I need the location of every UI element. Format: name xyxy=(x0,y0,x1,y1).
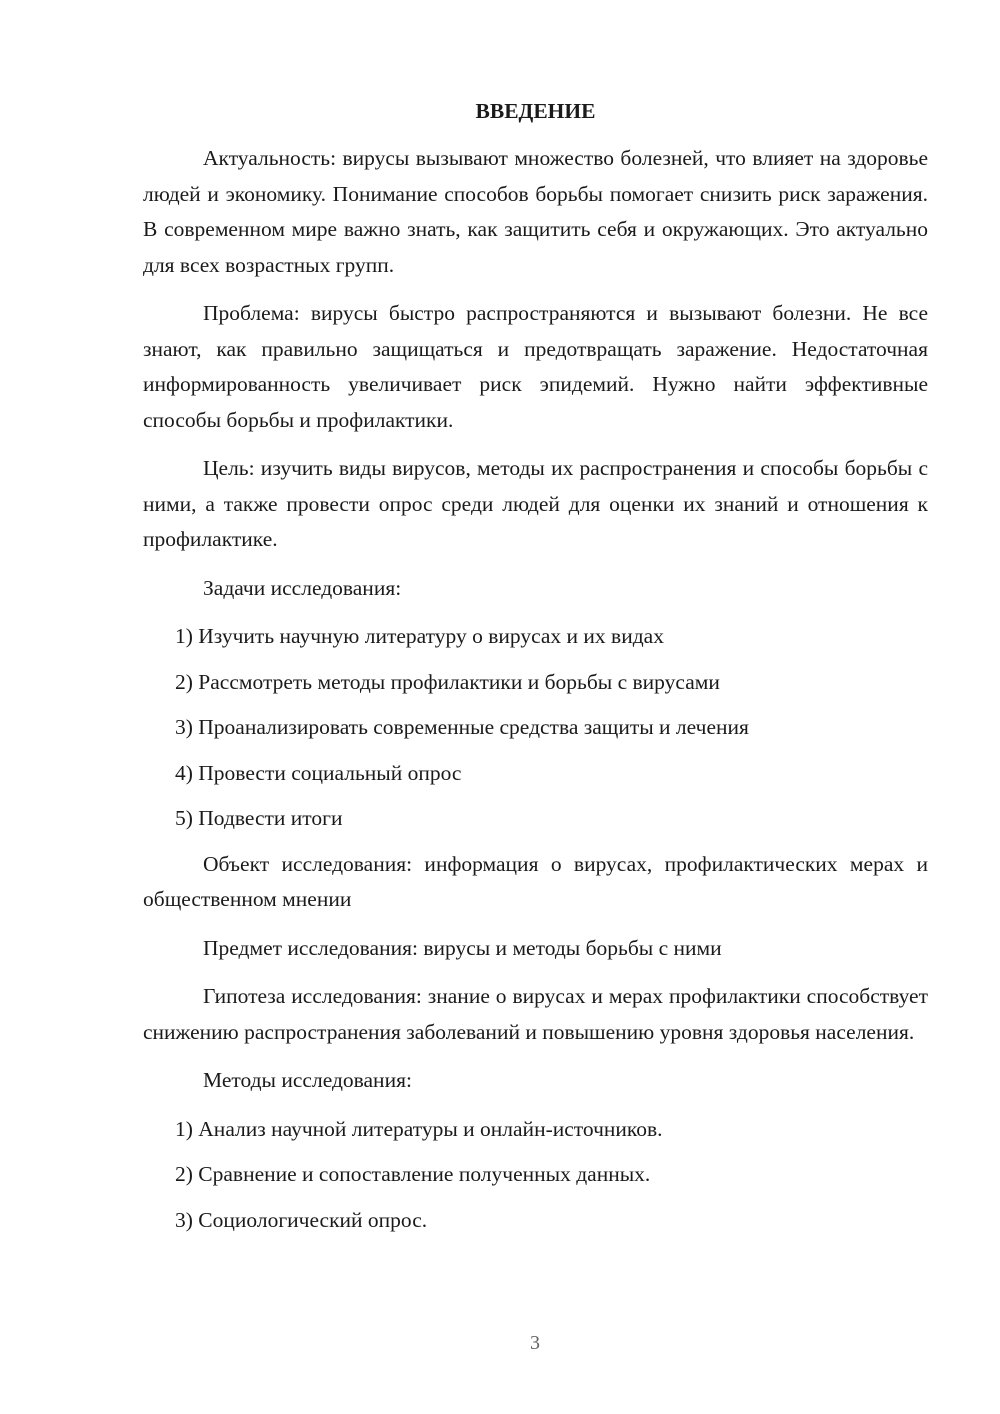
list-item: 3) Проанализировать современные средства защиты и лечения xyxy=(175,715,749,739)
paragraph-hypothesis: Гипотеза исследования: знание о вирусах и мерах профилактики способствует снижению распространения заболеваний и повышению уровня здоровья населения. xyxy=(143,984,928,1044)
page-content xyxy=(143,94,928,1248)
list-item: 2) Сравнение и сопоставление полученных данных. xyxy=(175,1162,651,1186)
tasks-list xyxy=(143,619,928,837)
methods-list xyxy=(143,1112,928,1239)
list-item: 1) Изучить научную литературу о вирусах и их видах xyxy=(175,624,664,648)
page-number: 3 xyxy=(530,1332,540,1354)
paragraph-problem: Проблема: вирусы быстро распространяются и вызывают болезни. Не все знают, как правильно защищаться и предотвращать заражение. Недостаточная информированность увеличивает риск эпидемий. Нужно найти эффективные способы борьбы и профилактики. xyxy=(143,301,928,432)
paragraph-relevance: Актуальность: вирусы вызывают множество болезней, что влияет на здоровье людей и экономику. Понимание способов борьбы помогает снизить риск заражения. В современном мире важно знать, как защитить себя и окружающих. Это актуально для всех возрастных групп. xyxy=(143,146,928,277)
paragraph-goal: Цель: изучить виды вирусов, методы их распространения и способы борьбы с ними, а также провести опрос среди людей для оценки их знаний и отношения к профилактике. xyxy=(143,456,928,551)
paragraph-subject: Предмет исследования: вирусы и методы борьбы с ними xyxy=(203,935,722,960)
page-title: ВВЕДЕНИЕ xyxy=(475,99,596,123)
paragraph-object: Объект исследования: информация о вирусах, профилактических мерах и общественном мнении xyxy=(143,851,928,911)
list-item: 1) Анализ научной литературы и онлайн-источников. xyxy=(175,1116,663,1141)
list-item: 4) Провести социальный опрос xyxy=(175,760,462,785)
list-item: 2) Рассмотреть методы профилактики и борьбы с вирусами xyxy=(175,669,720,694)
methods-heading: Методы исследования: xyxy=(203,1068,412,1092)
list-item: 3) Социологический опрос. xyxy=(175,1207,428,1232)
list-item: 5) Подвести итоги xyxy=(175,806,343,830)
tasks-heading: Задачи исследования: xyxy=(203,575,402,600)
